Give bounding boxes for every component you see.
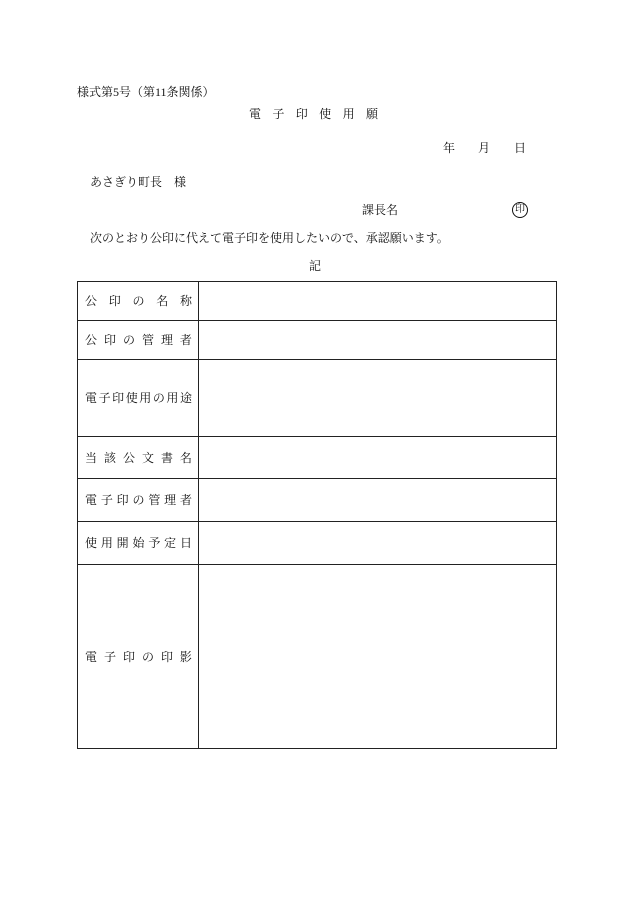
table-row [78, 321, 557, 360]
row-label-cell [78, 360, 199, 437]
row-label: 当 該 公 文 書 名 [85, 450, 192, 465]
row-label: 電 子 印 使 用 の 用 途 [85, 391, 192, 405]
table-row [78, 282, 557, 321]
table-row [78, 479, 557, 522]
table-row [78, 565, 557, 749]
details-table [77, 281, 557, 749]
row-label: 電 子 印 の 管 理 者 [85, 493, 192, 507]
document-title: 電 子 印 使 用 願 [249, 107, 378, 121]
row-value-cell [199, 565, 557, 749]
row-label: 公 印 の 管 理 者 [85, 333, 192, 347]
row-value-cell [199, 522, 557, 565]
date-year-label: 年 [443, 141, 456, 155]
row-label: 電 子 印 の 印 影 [85, 649, 192, 664]
addressee: あさぎり町長 様 [90, 175, 187, 189]
table-row [78, 437, 557, 479]
row-value-cell [199, 321, 557, 360]
table-row [78, 522, 557, 565]
seal-mark-icon: 印 [512, 202, 528, 218]
row-label-cell [78, 522, 199, 565]
row-label-cell [78, 479, 199, 522]
note-heading: 記 [309, 259, 322, 273]
row-value-cell [199, 282, 557, 321]
request-text: 次のとおり公印に代えて電子印を使用したいので、承認願います。 [90, 231, 449, 245]
row-value-cell [199, 437, 557, 479]
row-value-cell [199, 360, 557, 437]
row-label-cell [78, 282, 199, 321]
applicant-label: 課長名 [362, 203, 399, 217]
row-label: 使 用 開 始 予 定 日 [85, 536, 192, 550]
date-month-label: 月 [478, 141, 491, 155]
row-label-cell [78, 321, 199, 360]
row-label-cell [78, 437, 199, 479]
date-day-label: 日 [514, 141, 527, 155]
table-row [78, 360, 557, 437]
row-label: 公 印 の 名 称 [85, 294, 192, 308]
row-value-cell [199, 479, 557, 522]
row-label-cell [78, 565, 199, 749]
form-number: 様式第5号（第11条関係） [77, 85, 215, 99]
